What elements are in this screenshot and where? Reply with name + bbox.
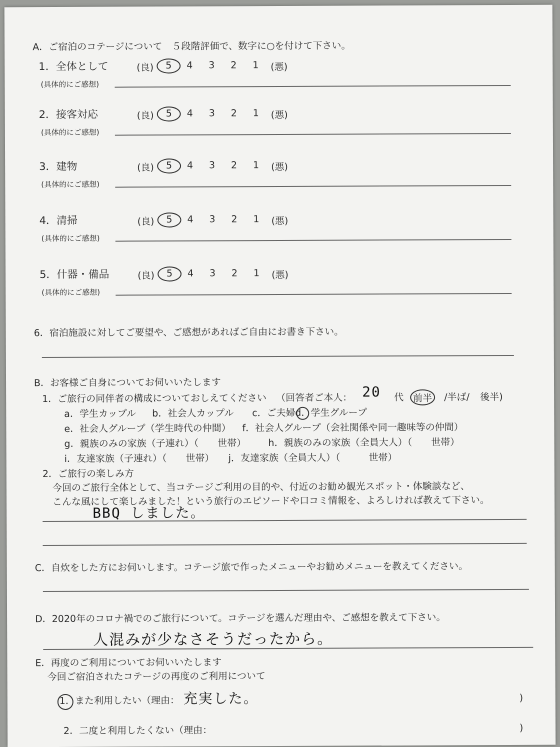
rating-label: 3．建物 bbox=[39, 160, 78, 174]
answer-line bbox=[115, 133, 511, 136]
option-e2: 2．二度と利用したくない（理由： bbox=[63, 725, 213, 737]
scale-value[interactable]: 5 bbox=[157, 158, 179, 173]
scale-value[interactable]: 1 bbox=[252, 108, 259, 120]
rating-scale bbox=[157, 212, 267, 227]
scale-value[interactable]: 2 bbox=[230, 60, 237, 72]
section-c-header: C．自炊をした方にお伺いします。コテージ旅で作ったメニューやお勧めメニューを教えてください。 bbox=[34, 561, 469, 575]
age-part-late: 後半) bbox=[480, 392, 503, 404]
rating-label: 2．接客対応 bbox=[38, 108, 99, 122]
answer-line bbox=[115, 239, 511, 242]
option-a: a．学生カップル bbox=[64, 408, 137, 420]
question-b1: 1．ご旅行の同伴者の構成についておしえてください bbox=[42, 393, 267, 406]
scale-value[interactable]: 5 bbox=[157, 106, 179, 121]
option-j: j．友達家族（全員大人）（ 世帯） bbox=[228, 452, 398, 465]
answer-b2-handwritten: BBQ しました。 bbox=[92, 505, 206, 522]
detail-label: (具体的にご感想) bbox=[40, 127, 100, 138]
scale-value[interactable]: 3 bbox=[209, 160, 216, 172]
option-f: f．社会人グループ（会社関係や同一趣味等の仲間） bbox=[242, 422, 464, 435]
option-g: g．親族のみの家族（子連れ）（ 世帯） bbox=[64, 438, 247, 450]
scale-value[interactable]: 2 bbox=[231, 214, 238, 226]
scale-value[interactable]: 5 bbox=[157, 212, 179, 227]
age-unit: 代 bbox=[394, 392, 404, 404]
good-label: (良) bbox=[137, 270, 155, 282]
bad-label: (悪) bbox=[271, 269, 289, 282]
scale-value[interactable]: 4 bbox=[186, 108, 193, 120]
detail-label: (具体的にご感想) bbox=[41, 287, 101, 298]
scale-value[interactable]: 4 bbox=[187, 160, 194, 172]
good-label: (良) bbox=[137, 162, 155, 174]
scale-value[interactable]: 2 bbox=[231, 160, 238, 172]
option-e2-close: ) bbox=[519, 722, 524, 734]
question-b2-text1: 今回のご旅行全体として、当コテージご利用の目的や、付近のお勧め観光スポット・体験談など、 bbox=[52, 481, 470, 494]
bad-label: (悪) bbox=[271, 215, 289, 228]
good-label: (良) bbox=[136, 62, 154, 74]
scale-value[interactable]: 1 bbox=[253, 214, 260, 226]
question-6: 6．宿泊施設に対してご要望や、ご感想があればご自由にお書き下さい。 bbox=[33, 326, 344, 340]
scale-value[interactable]: 3 bbox=[208, 60, 215, 72]
option-b: b．社会人カップル bbox=[152, 408, 234, 420]
answer-line-c bbox=[43, 589, 529, 592]
scale-value[interactable]: 1 bbox=[253, 268, 260, 280]
scale-value[interactable]: 5 bbox=[157, 58, 179, 73]
scale-value[interactable]: 3 bbox=[209, 214, 216, 226]
scale-value[interactable]: 4 bbox=[186, 60, 193, 72]
section-e-header: E．再度のご利用についてお伺いいたします bbox=[35, 657, 222, 670]
scale-value[interactable]: 5 bbox=[158, 266, 180, 281]
section-b-header: B．お客様ご自身についてお伺いいたします bbox=[34, 377, 221, 390]
question-b2-text2: こんな風にして楽しみました！という旅行のエピソードや口コミ情報を、よろしければ教えて下さい。 bbox=[52, 495, 490, 508]
answer-line bbox=[115, 185, 511, 188]
detail-label: (具体的にご感想) bbox=[40, 79, 100, 90]
good-label: (良) bbox=[136, 110, 154, 122]
answer-d-handwritten: 人混みが少なさそうだったから。 bbox=[93, 629, 334, 649]
option-d: d．学生グループ bbox=[295, 407, 367, 419]
answer-line-q6 bbox=[42, 355, 514, 358]
detail-label: (具体的にご感想) bbox=[41, 233, 100, 244]
bad-label: (悪) bbox=[270, 61, 288, 74]
age-part-early: 前半 bbox=[410, 389, 435, 405]
scale-value[interactable]: 3 bbox=[209, 268, 216, 280]
respondent-label: （回答者ご本人： bbox=[276, 392, 353, 405]
rating-scale bbox=[157, 58, 267, 73]
option-e1: 1．また利用したい（理由： bbox=[57, 692, 179, 710]
rating-scale bbox=[157, 158, 267, 173]
rating-label: 1．全体として bbox=[38, 60, 109, 74]
option-e: e．社会人グループ（学生時代の仲間） bbox=[64, 423, 231, 435]
bad-label: (悪) bbox=[270, 109, 288, 122]
question-b2: 2．ご旅行の楽しみ方 bbox=[42, 468, 134, 481]
rating-label: 5．什器・備品 bbox=[39, 268, 110, 282]
answer-line bbox=[116, 293, 512, 296]
scale-value[interactable]: 3 bbox=[208, 108, 215, 120]
option-i: i．友達家族（子連れ）（ 世帯） bbox=[64, 453, 215, 465]
section-d-header: D．2020年のコロナ禍でのご旅行について。コテージを選んだ理由や、ご感想を教えて下さい。 bbox=[35, 612, 446, 626]
section-a-header: A．ご宿泊のコテージについて ５段階評価で、数字に○を付けて下さい。 bbox=[32, 40, 351, 54]
rating-scale bbox=[158, 266, 268, 281]
age-part-mid: /半ば/ bbox=[444, 392, 470, 404]
bad-label: (悪) bbox=[271, 161, 289, 174]
answer-line bbox=[115, 85, 511, 88]
scale-value[interactable]: 1 bbox=[252, 60, 259, 72]
respondent-age: 20 bbox=[362, 384, 381, 401]
answer-e1-handwritten: 充実した。 bbox=[183, 691, 259, 708]
scale-value[interactable]: 4 bbox=[187, 268, 194, 280]
option-h: h．親族のみの家族（全員大人）（ 世帯） bbox=[268, 437, 460, 450]
rating-label: 4．清掃 bbox=[39, 214, 78, 228]
detail-label: (具体的にご感想) bbox=[41, 179, 100, 190]
rating-scale bbox=[157, 106, 267, 121]
scale-value[interactable]: 2 bbox=[230, 108, 237, 120]
good-label: (良) bbox=[137, 216, 155, 228]
option-e1-close: ) bbox=[519, 692, 524, 704]
scale-value[interactable]: 2 bbox=[231, 268, 238, 280]
option-c: c．ご夫婦 bbox=[252, 407, 296, 420]
scale-value[interactable]: 4 bbox=[187, 214, 194, 226]
section-e-sub: 今回ご宿泊されたコテージの再度のご利用について bbox=[47, 671, 266, 684]
survey-sheet bbox=[4, 5, 555, 747]
answer-line-b2-2 bbox=[43, 543, 527, 546]
scale-value[interactable]: 1 bbox=[253, 160, 260, 172]
